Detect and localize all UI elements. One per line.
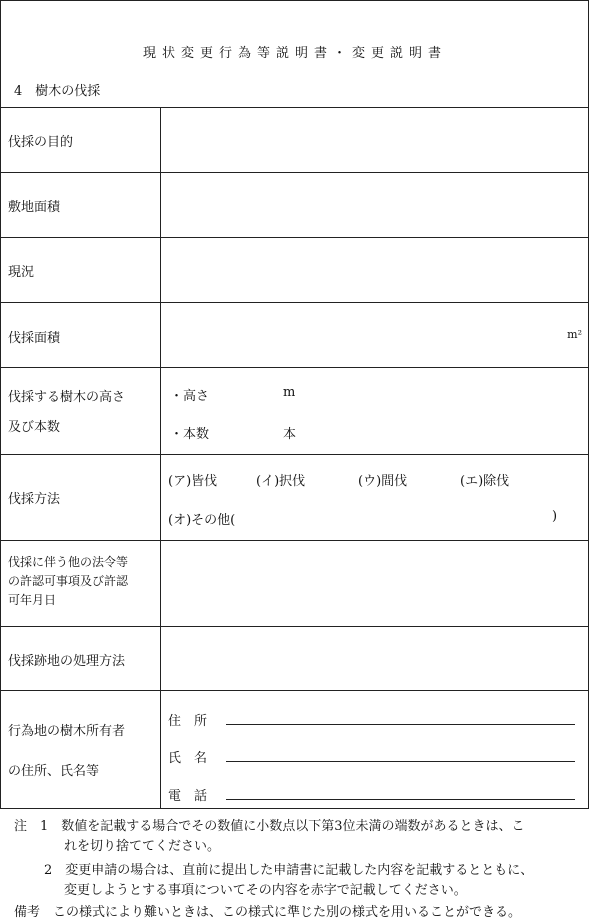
height-unit: m bbox=[283, 385, 296, 400]
label-laws-line2: の許認可事項及び許認 bbox=[8, 574, 129, 588]
method-option-b: (イ)択伐 bbox=[256, 474, 306, 489]
note-2-line1: 2 変更申請の場合は、直前に提出した申請書に記載した内容を記載するとともに、 bbox=[44, 863, 534, 878]
label-purpose: 伐採の目的 bbox=[8, 135, 74, 150]
label-current: 現況 bbox=[8, 265, 35, 280]
row-divider bbox=[0, 690, 589, 691]
owner-name-label: 氏 名 bbox=[168, 751, 208, 766]
label-owner-line2: の住所、氏名等 bbox=[8, 764, 100, 779]
method-option-e-close: ) bbox=[552, 509, 558, 524]
form-title: 現状変更行為等説明書・変更説明書 bbox=[142, 46, 447, 61]
row-divider bbox=[0, 172, 589, 173]
owner-address-line[interactable] bbox=[226, 724, 575, 725]
column-divider bbox=[160, 107, 161, 809]
method-option-a: (ア)皆伐 bbox=[168, 474, 218, 489]
label-disposal: 伐採跡地の処理方法 bbox=[8, 654, 126, 669]
owner-name-line[interactable] bbox=[226, 761, 575, 762]
row-divider bbox=[0, 454, 589, 455]
cut-area-unit: m² bbox=[567, 328, 582, 341]
count-unit: 本 bbox=[283, 427, 297, 442]
method-option-e: (オ)その他( bbox=[168, 513, 236, 528]
owner-phone-label: 電 話 bbox=[168, 789, 208, 804]
remark: 備考 この様式により難いときは、この様式に準じた別の様式を用いることができる。 bbox=[14, 905, 522, 920]
row-divider bbox=[0, 237, 589, 238]
row-divider bbox=[0, 302, 589, 303]
height-item: ・高さ bbox=[170, 389, 210, 404]
label-method: 伐採方法 bbox=[8, 492, 61, 507]
note-1-line1: 注 1 数値を記載する場合でその数値に小数点以下第3位未満の端数があるときは、こ bbox=[14, 819, 525, 834]
label-laws-line3: 可年月日 bbox=[8, 593, 57, 607]
row-divider bbox=[0, 626, 589, 627]
section-heading: 4 樹木の伐採 bbox=[14, 84, 101, 99]
owner-address-label: 住 所 bbox=[168, 714, 208, 729]
label-cut-area: 伐採面積 bbox=[8, 331, 61, 346]
label-site-area: 敷地面積 bbox=[8, 200, 61, 215]
label-owner-line1: 行為地の樹木所有者 bbox=[8, 724, 126, 739]
row-divider bbox=[0, 107, 589, 108]
row-divider bbox=[0, 367, 589, 368]
owner-phone-line[interactable] bbox=[226, 799, 575, 800]
label-height-line2: 及び本数 bbox=[8, 420, 61, 435]
label-height-line1: 伐採する樹木の高さ bbox=[8, 390, 126, 405]
label-laws-line1: 伐採に伴う他の法令等 bbox=[8, 555, 129, 569]
method-option-d: (エ)除伐 bbox=[460, 474, 510, 489]
count-item: ・本数 bbox=[170, 427, 210, 442]
row-divider bbox=[0, 540, 589, 541]
note-2-line2: 変更しようとする事項についてその内容を赤字で記載してください。 bbox=[64, 883, 467, 898]
note-1-line2: れを切り捨ててください。 bbox=[64, 839, 221, 854]
method-option-c: (ウ)間伐 bbox=[358, 474, 408, 489]
